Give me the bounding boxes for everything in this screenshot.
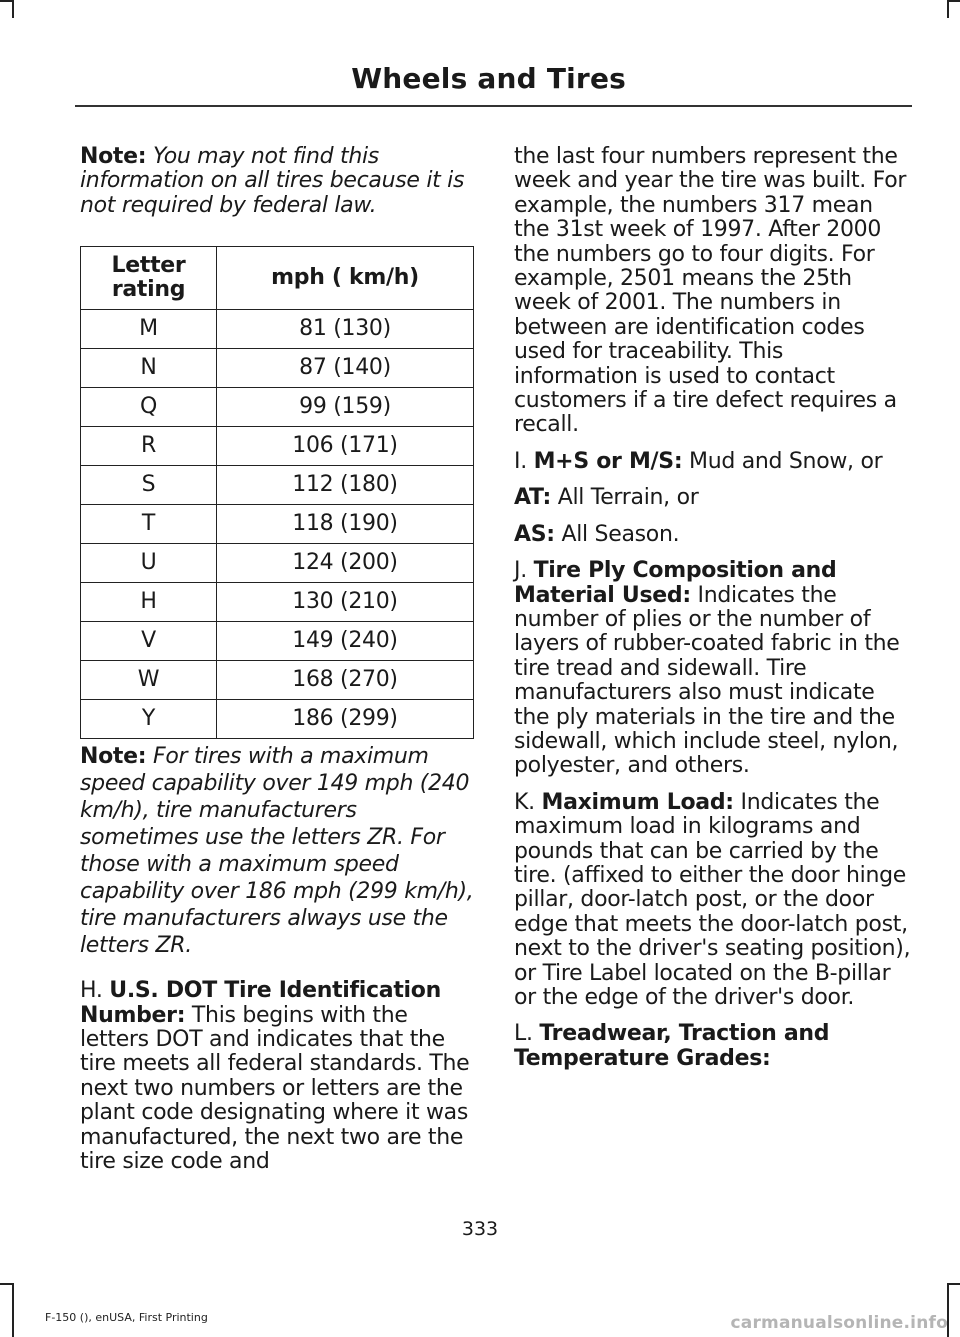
speed-cell: 186 (299) xyxy=(217,700,474,739)
speed-cell: 168 (270) xyxy=(217,661,474,700)
letter-cell: S xyxy=(81,466,217,505)
table-row xyxy=(81,310,474,349)
table-row xyxy=(81,544,474,583)
item-h-dot-tin xyxy=(80,979,476,1174)
crop-mark-top-right-vertical xyxy=(947,0,949,18)
item-all-season xyxy=(514,523,912,547)
dot-continued-text: the last four numbers represent the week and year the tire was built. For example, the numbers 317 mean the 31st week of 1997. After 2000 the numbers go to four digits. For example, 2501 means the 25th week of 2001. The numbers in between are identification codes used for traceability. This information is used to contact customers if a tire defect requires a recall. xyxy=(514,144,907,438)
speed-cell: 81 (130) xyxy=(217,310,474,349)
speed-cell: 149 (240) xyxy=(217,622,474,661)
header-divider xyxy=(75,105,912,107)
note-label: Note: xyxy=(80,744,147,770)
item-i-mud-snow xyxy=(514,450,912,474)
item-text: All Terrain, or xyxy=(557,485,699,511)
right-column xyxy=(514,145,912,1071)
note-text: You may not find this information on all tires because it is not required by federal law. xyxy=(80,144,465,218)
letter-cell: H xyxy=(81,583,217,622)
item-prefix: J. xyxy=(514,558,527,584)
page-number: 333 xyxy=(461,1218,499,1240)
letter-cell: Y xyxy=(81,700,217,739)
item-label: M+S or M/S: xyxy=(533,448,683,474)
item-label: AS: xyxy=(514,521,555,547)
letter-cell: U xyxy=(81,544,217,583)
note-zr-rating xyxy=(80,743,476,959)
crop-mark-bottom-left-vertical xyxy=(12,1283,14,1337)
table-row xyxy=(81,505,474,544)
letter-cell: N xyxy=(81,349,217,388)
section-title: Wheels and Tires xyxy=(351,62,626,95)
item-j-ply-composition xyxy=(514,559,912,779)
table-row xyxy=(81,700,474,739)
table-header-row xyxy=(81,247,474,310)
item-l-utqg xyxy=(514,1022,912,1071)
item-label: Tire Ply Composition and Material Used: xyxy=(514,558,837,608)
letter-cell: R xyxy=(81,427,217,466)
crop-mark-top-left-vertical xyxy=(12,0,14,18)
note-tire-info xyxy=(80,145,476,218)
crop-mark-bottom-right xyxy=(948,1283,960,1285)
speed-cell: 106 (171) xyxy=(217,427,474,466)
crop-mark-top-left xyxy=(0,0,12,2)
speed-cell: 87 (140) xyxy=(217,349,474,388)
table-row xyxy=(81,622,474,661)
letter-cell: Q xyxy=(81,388,217,427)
left-column xyxy=(80,145,476,1174)
letter-cell: T xyxy=(81,505,217,544)
letter-cell: W xyxy=(81,661,217,700)
crop-mark-bottom-left xyxy=(0,1283,12,1285)
speed-rating-table xyxy=(80,246,474,739)
table-row xyxy=(81,427,474,466)
letter-cell: M xyxy=(81,310,217,349)
watermark: carmanualsonline.info xyxy=(730,1313,948,1333)
note-text: For tires with a maximum speed capability over 149 mph (240 km/h), tire manufacturers sometimes use the letters ZR. For those with a maximum speed capability over 186 mph (299 km/h), tire manufacturers always use the letters ZR. xyxy=(80,744,474,959)
speed-cell: 118 (190) xyxy=(217,505,474,544)
table-row xyxy=(81,661,474,700)
speed-cell: 112 (180) xyxy=(217,466,474,505)
speed-cell: 124 (200) xyxy=(217,544,474,583)
item-text: Indicates the maximum load in kilograms and pounds that can be carried by the tire. (affixed to either the door hinge pillar, door-latch post, or the door edge that meets the door-latch post, next to the driver's seating position), or Tire Label located on the B-pillar or the edge of the driver's door. xyxy=(514,789,911,1010)
item-label: U.S. DOT Tire Identification Number: xyxy=(80,978,441,1028)
item-text: Indicates the number of plies or the number of layers of rubber-coated fabric in the tire tread and sidewall. Tire manufacturers also must indicate the ply materials in the tire and the sidewall, which include steel, nylon, polyester, and others. xyxy=(514,582,900,779)
item-label: Treadwear, Traction and Temperature Grades: xyxy=(514,1021,830,1071)
item-prefix: L. xyxy=(514,1021,533,1047)
header-mph-kmh: mph ( km/h) xyxy=(217,247,474,310)
speed-cell: 99 (159) xyxy=(217,388,474,427)
item-text: This begins with the letters DOT and indicates that the tire meets all federal standards. The next two numbers or letters are the plant code designating where it was manufactured, the next two are the tire size code and xyxy=(80,1002,470,1175)
item-all-terrain xyxy=(514,486,912,510)
item-prefix: H. xyxy=(80,978,103,1004)
footer-edition: F-150 (), enUSA, First Printing xyxy=(45,1311,208,1324)
crop-mark-top-right xyxy=(948,0,960,2)
table-row xyxy=(81,349,474,388)
table-row xyxy=(81,466,474,505)
note-label: Note: xyxy=(80,144,147,169)
item-text: All Season. xyxy=(561,521,680,547)
speed-cell: 130 (210) xyxy=(217,583,474,622)
item-prefix: I. xyxy=(514,448,527,474)
table-row xyxy=(81,388,474,427)
letter-cell: V xyxy=(81,622,217,661)
item-k-maximum-load xyxy=(514,791,912,1011)
item-text: Mud and Snow, or xyxy=(689,448,883,474)
table-row xyxy=(81,583,474,622)
item-label: Maximum Load: xyxy=(541,789,734,815)
item-prefix: K. xyxy=(514,789,535,815)
item-label: AT: xyxy=(514,485,552,511)
header-letter-rating: Letter rating xyxy=(81,247,217,310)
